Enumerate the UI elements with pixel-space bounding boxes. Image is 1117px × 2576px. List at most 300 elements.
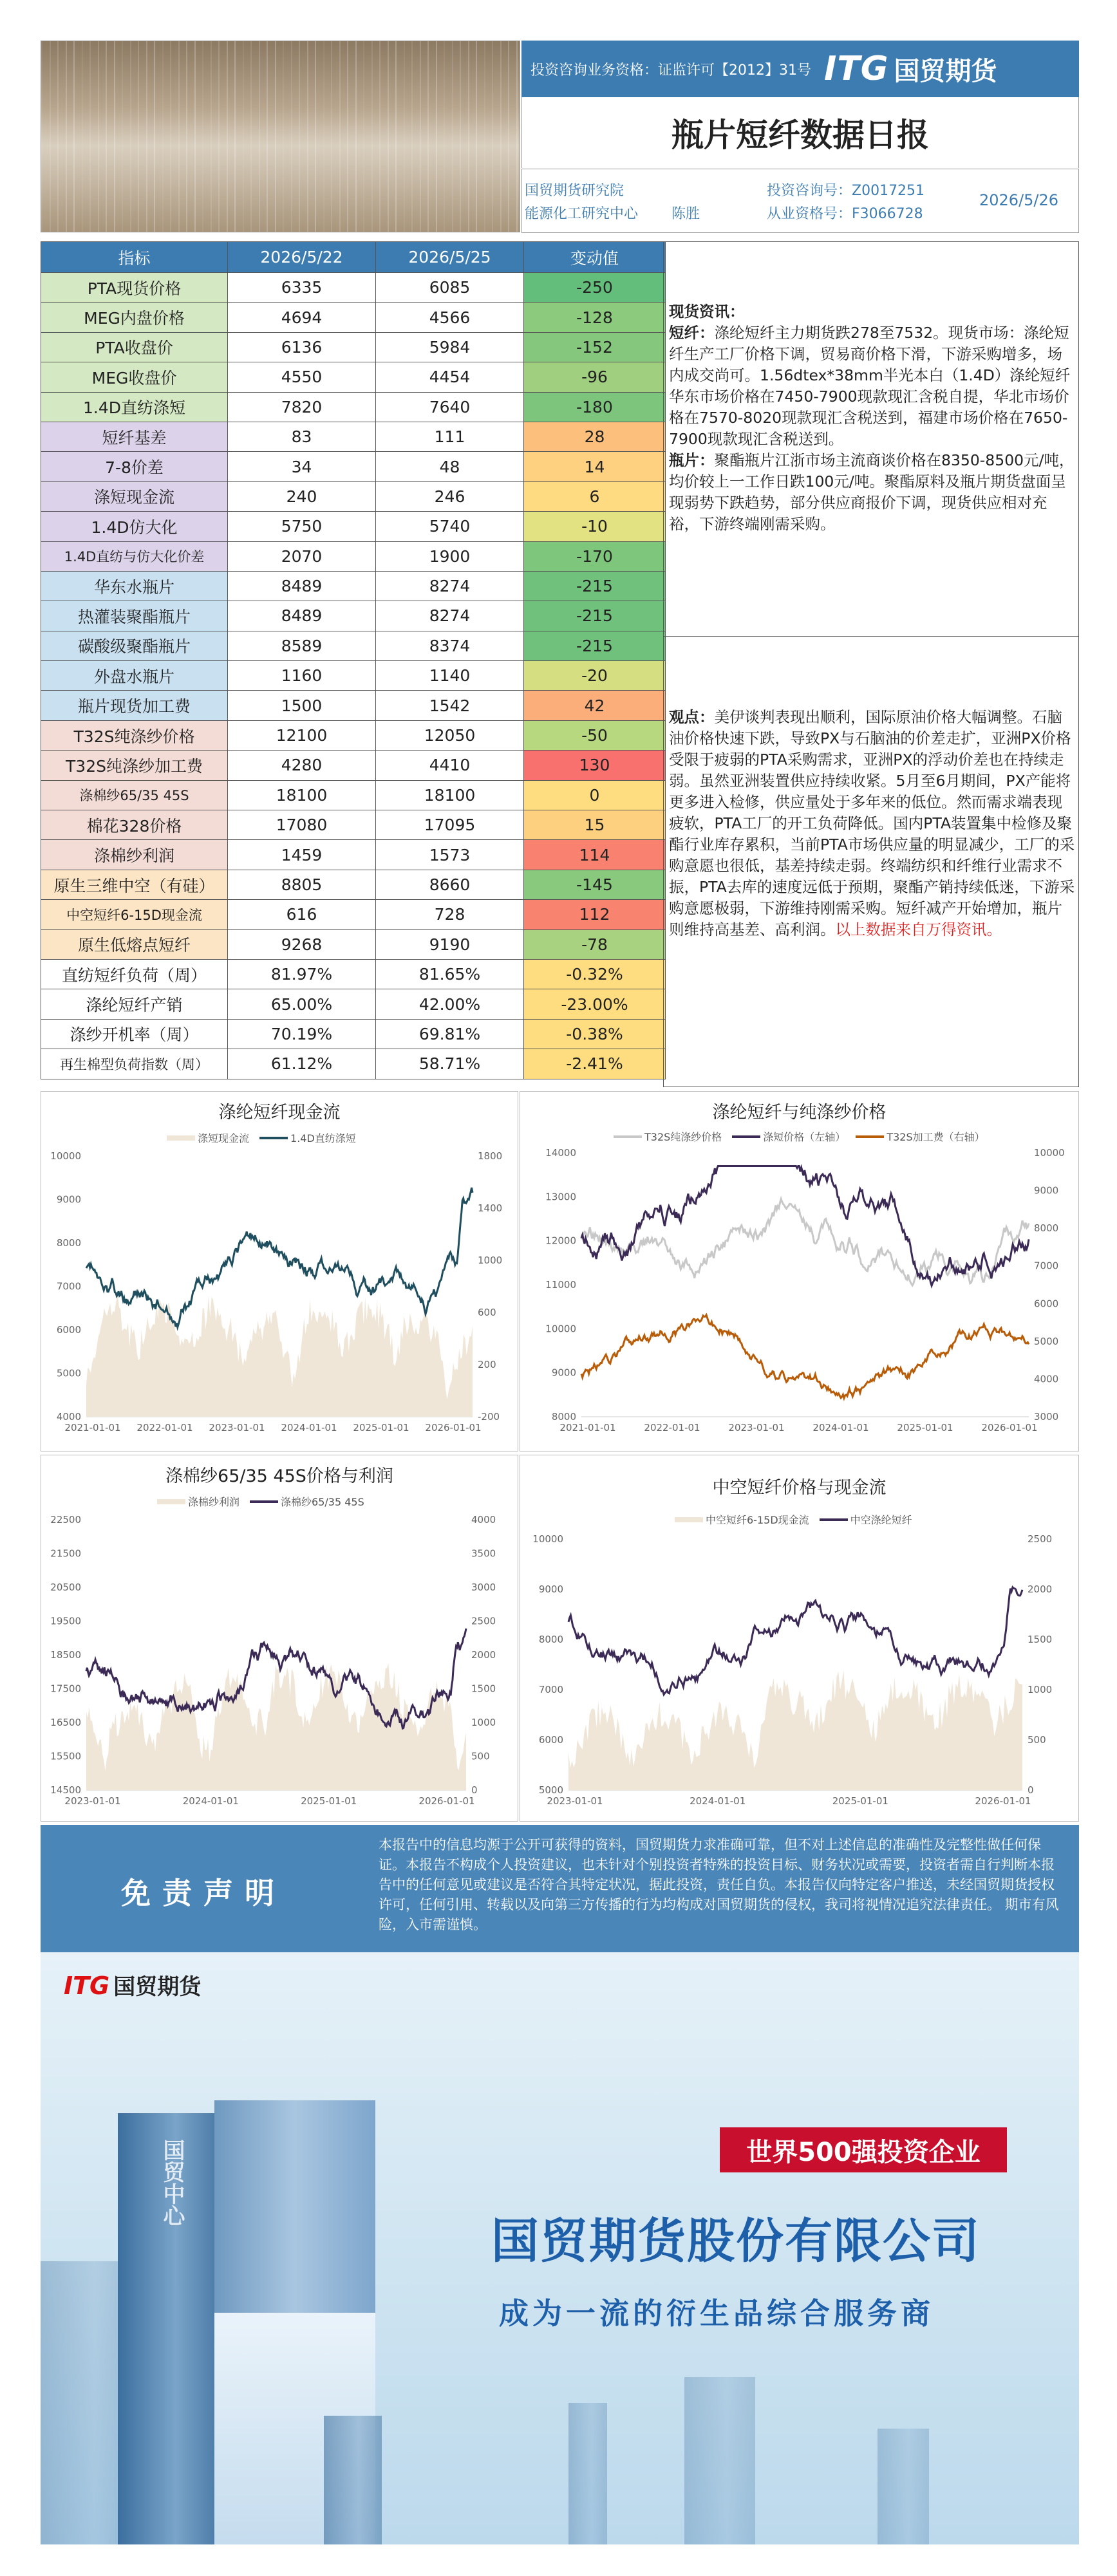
left-tick-label: 19500 [50, 1615, 81, 1627]
chart-svg [41, 1455, 519, 1822]
row-change: 14 [524, 452, 666, 481]
row-value-date2: 9190 [376, 929, 524, 959]
loom-thread [476, 41, 477, 232]
col-header-date2: 2026/5/25 [376, 242, 524, 273]
loom-thread [89, 41, 91, 232]
chart-svg [41, 1092, 519, 1452]
row-value-date1: 1459 [228, 840, 376, 870]
x-tick-label: 2023-01-01 [547, 1795, 603, 1807]
report-title: 瓶片短纤数据日报 [521, 97, 1079, 168]
row-label: 瓶片现货加工费 [41, 691, 228, 720]
legend-label: T32S加工费（右轴） [887, 1131, 985, 1143]
right-tick-label: 1500 [1028, 1634, 1053, 1645]
row-value-date2: 246 [376, 481, 524, 511]
spot-sf-text: 涤纶短纤主力期货跌278至7532。现货市场：涤纶短纤生产工厂价格下调，贸易商价格下滑，下游采购增多，场内成交尚可。1.56dtex*38mm半光本白（1.4D）涤纶短纤华东市场价格在7450-7900现款现汇含税自提，华北市场价格在7570-8020现款现汇含税送到，福建市场价格在7650-7900现款现汇含税送到。 [669, 324, 1071, 448]
right-tick-label: 10000 [1034, 1147, 1065, 1159]
left-tick-label: 6000 [538, 1734, 563, 1746]
building-shape [41, 2261, 131, 2544]
area-series [568, 1670, 1022, 1790]
row-value-date2: 1140 [376, 661, 524, 691]
row-label: PTA现货价格 [41, 273, 228, 303]
left-tick-label: 10000 [545, 1323, 576, 1335]
left-tick-label: 11000 [545, 1279, 576, 1291]
itg-logo: ITG [823, 50, 889, 88]
table-row [41, 362, 666, 392]
legend-label: 中空涤纶短纤 [850, 1514, 912, 1526]
row-value-date2: 7640 [376, 392, 524, 422]
loom-thread [460, 41, 461, 232]
row-label: MEG收盘价 [41, 362, 228, 392]
row-label: PTA收盘价 [41, 332, 228, 362]
table-row [41, 810, 666, 840]
right-tick-label: 7000 [1034, 1260, 1059, 1272]
loom-thread [355, 41, 357, 232]
loom-thread [122, 41, 123, 232]
loom-thread [299, 41, 300, 232]
row-value-date1: 34 [228, 452, 376, 481]
left-tick-label: 13000 [545, 1191, 576, 1203]
right-tick-label: 600 [478, 1307, 496, 1318]
left-tick-label: 6000 [56, 1324, 81, 1336]
row-value-date2: 18100 [376, 780, 524, 810]
row-value-date1: 4280 [228, 751, 376, 780]
ad-logo-cn: 国贸期货 [113, 1974, 202, 2000]
x-tick-label: 2022-01-01 [644, 1422, 700, 1433]
row-value-date2: 58.71% [376, 1049, 524, 1079]
report-date: 2026/5/26 [979, 191, 1059, 209]
row-value-date1: 8805 [228, 870, 376, 899]
row-change: -215 [524, 571, 666, 601]
x-tick-label: 2024-01-01 [281, 1422, 337, 1433]
market-view [669, 707, 1076, 940]
row-value-date2: 12050 [376, 720, 524, 750]
x-tick-label: 2025-01-01 [301, 1795, 357, 1807]
loom-thread [427, 41, 429, 232]
row-label: 1.4D直纺与仿大化价差 [41, 541, 228, 571]
row-label: 1.4D仿大化 [41, 512, 228, 541]
row-value-date2: 5740 [376, 512, 524, 541]
row-label: 1.4D直纺涤短 [41, 392, 228, 422]
loom-thread [130, 41, 131, 232]
building-shape [878, 2429, 929, 2544]
loom-thread [57, 41, 59, 232]
row-value-date1: 65.00% [228, 989, 376, 1019]
loom-thread [211, 41, 212, 232]
left-tick-label: 21500 [50, 1547, 81, 1560]
view-label: 观点： [669, 708, 715, 726]
table-header-row [41, 242, 666, 273]
chart-title: 涤棉纱65/35 45S价格与利润 [165, 1466, 393, 1486]
disclaimer-text: 本报告中的信息均源于公开可获得的资料，国贸期货力求准确可靠，但不对上述信息的准确性及完整性做任何保证。本报告不构成个人投资建议，也未针对个别投资者特殊的投资目标、财务状况或需要，投资者需自行判断本报告中的任何意见或建议是否符合其特定状况，据此投资，责任自负。本报告仅向特定客户推送，未经国贸期货授权许可，任何引用、转载以及向第三方传播的行为均构成对国贸期货的侵权，我司将视情况追究法律责任。 期市有风险，入市需谨慎。 [379, 1837, 1059, 1932]
x-tick-label: 2025-01-01 [353, 1422, 409, 1433]
right-tick-label: 4000 [1034, 1373, 1059, 1385]
data-table [41, 241, 666, 1079]
row-value-date2: 8374 [376, 631, 524, 660]
disclaimer-title: 免责声明 [121, 1876, 286, 1910]
loom-thread [243, 41, 244, 232]
x-tick-label: 2025-01-01 [832, 1795, 888, 1807]
right-tick-label: 3000 [1034, 1411, 1059, 1423]
loom-thread [395, 41, 397, 232]
left-tick-label: 8000 [56, 1237, 81, 1249]
row-change: -10 [524, 512, 666, 541]
row-change: -50 [524, 720, 666, 750]
loom-thread [404, 41, 405, 232]
loom-thread [138, 41, 139, 232]
company-ad [41, 1952, 1079, 2544]
loom-thread [452, 41, 453, 232]
spot-bp-text: 聚酯瓶片江浙市场主流商谈价格在8350-8500元/吨，均价较上一工作日跌100元/吨。聚酯原料及瓶片期货盘面呈现弱势下跌趋势，部分供应商报价下调，现货供应相对充裕，下游终端刚需采购。 [669, 451, 1075, 533]
x-tick-label: 2026-01-01 [418, 1795, 475, 1807]
table-row [41, 481, 666, 511]
loom-thread [468, 41, 469, 232]
x-tick-label: 2021-01-01 [559, 1422, 616, 1433]
left-tick-label: 7000 [56, 1280, 81, 1293]
left-tick-label: 7000 [538, 1684, 563, 1695]
line-series [86, 1188, 473, 1327]
row-value-date1: 6335 [228, 273, 376, 303]
loom-thread [41, 41, 42, 232]
table-row [41, 422, 666, 451]
ad-company-name: 国贸期货股份有限公司 [491, 2214, 981, 2269]
row-value-date1: 6136 [228, 332, 376, 362]
right-tick-label: 200 [478, 1359, 496, 1370]
right-tick-label: 1000 [471, 1717, 496, 1728]
table-row [41, 661, 666, 691]
table-row [41, 332, 666, 362]
table-row [41, 900, 666, 929]
row-label: 涤纱开机率（周） [41, 1019, 228, 1049]
source-note: 以上数据来自万得资讯。 [835, 920, 1002, 938]
legend-label: T32S纯涤纱价格 [644, 1131, 722, 1143]
right-tick-label: 6000 [1034, 1298, 1059, 1310]
row-change: 28 [524, 422, 666, 451]
row-value-date2: 728 [376, 900, 524, 929]
loom-thread [73, 41, 75, 232]
row-value-date2: 8660 [376, 870, 524, 899]
header-info [521, 169, 1079, 233]
row-value-date1: 8489 [228, 571, 376, 601]
spot-sf-label: 短纤： [669, 324, 715, 342]
row-value-date1: 17080 [228, 810, 376, 840]
loom-thread [218, 41, 220, 232]
ad-logo [64, 1969, 201, 2001]
row-change: -215 [524, 631, 666, 660]
right-tick-label: 0 [1028, 1784, 1034, 1796]
col-header-change: 变动值 [524, 242, 666, 273]
row-value-date1: 2070 [228, 541, 376, 571]
row-label: MEG内盘价格 [41, 303, 228, 332]
x-tick-label: 2023-01-01 [209, 1422, 265, 1433]
row-change: -96 [524, 362, 666, 392]
loom-thread [234, 41, 236, 232]
loom-thread [508, 41, 509, 232]
row-label: 涤棉纱65/35 45S [41, 780, 228, 810]
chart-svg [520, 1092, 1080, 1452]
row-value-date2: 8274 [376, 601, 524, 631]
col-header-indicator: 指标 [41, 242, 228, 273]
chart-title: 中空短纤价格与现金流 [712, 1478, 887, 1498]
row-change: 42 [524, 691, 666, 720]
row-change: -78 [524, 929, 666, 959]
row-label: 涤棉纱利润 [41, 840, 228, 870]
building-shape [324, 2416, 382, 2544]
row-change: -215 [524, 601, 666, 631]
loom-thread [291, 41, 292, 232]
table-row [41, 840, 666, 870]
row-value-date2: 8274 [376, 571, 524, 601]
row-value-date1: 1160 [228, 661, 376, 691]
left-tick-label: 5000 [56, 1367, 81, 1379]
chart-title: 涤纶短纤现金流 [218, 1103, 341, 1123]
row-change: -0.38% [524, 1019, 666, 1049]
loom-thread [186, 41, 187, 232]
row-label: T32S纯涤纱加工费 [41, 751, 228, 780]
row-value-date1: 4694 [228, 303, 376, 332]
chart-yarn-profit [41, 1455, 518, 1822]
license-text: 投资咨询业务资格：证监许可【2012】31号 [530, 62, 811, 79]
row-value-date2: 1900 [376, 541, 524, 571]
spot-title: 现货资讯： [669, 303, 745, 321]
view-text: 美伊谈判表现出顺利，国际原油价格大幅调整。石脑油价格快速下跌，导致PX与石脑油的价差走扩，亚洲PX价格受限于疲弱的PTA采购需求，亚洲PX的浮动价差也在持续走弱。虽然亚洲装置供应持续收紧。5月至6月期间，PX产能将更多进入检修，供应量处于多年来的低位。然而需求端表现疲软，PTA工厂的开工负荷降低。国内PTA装置集中检修及聚酯行业库存累积，当前PTA市场供应量的明显减少，工厂的采购意愿也很低，基差持续走弱。终端纺织和纤维行业需求不振，PTA去库的速度远低于预期，聚酯产销持续低迷，下游采购意愿极弱，下游维持刚需采购。短纤减产开始增加，瓶片则维持高基差、高利润。 [669, 708, 1075, 938]
right-tick-label: 1000 [1028, 1684, 1053, 1695]
loom-thread [379, 41, 380, 232]
row-label: 涤短现金流 [41, 481, 228, 511]
row-label: T32S纯涤纱价格 [41, 720, 228, 750]
row-value-date2: 42.00% [376, 989, 524, 1019]
x-tick-label: 2022-01-01 [136, 1422, 193, 1433]
chart-fiber-yarn-price [520, 1091, 1079, 1451]
row-label: 热灌装聚酯瓶片 [41, 601, 228, 631]
table-row [41, 273, 666, 303]
right-tick-label: 500 [1028, 1734, 1046, 1746]
loom-thread [202, 41, 203, 232]
left-tick-label: 20500 [50, 1582, 81, 1593]
row-value-date1: 9268 [228, 929, 376, 959]
right-tick-label: 1000 [478, 1255, 503, 1266]
row-label: 华东水瓶片 [41, 571, 228, 601]
left-tick-label: 17500 [50, 1683, 81, 1695]
line-series [581, 1315, 1029, 1398]
left-tick-label: 14500 [50, 1784, 81, 1796]
right-tick-label: 0 [471, 1784, 478, 1796]
right-tick-label: 8000 [1034, 1222, 1059, 1235]
row-change: -152 [524, 332, 666, 362]
loom-thread [66, 41, 67, 232]
x-tick-label: 2024-01-01 [812, 1422, 869, 1433]
x-tick-label: 2026-01-01 [975, 1795, 1031, 1807]
building-shape [568, 2403, 607, 2544]
loom-thread [307, 41, 308, 232]
row-change: -170 [524, 541, 666, 571]
row-value-date1: 81.97% [228, 959, 376, 989]
row-value-date1: 4550 [228, 362, 376, 392]
left-tick-label: 9000 [538, 1583, 563, 1595]
left-tick-label: 14000 [545, 1147, 576, 1159]
table-row [41, 929, 666, 959]
disclaimer-banner [41, 1825, 1079, 1952]
row-value-date2: 17095 [376, 810, 524, 840]
left-tick-label: 12000 [545, 1235, 576, 1247]
loom-thread [267, 41, 268, 232]
row-label: 外盘水瓶片 [41, 661, 228, 691]
table-row [41, 989, 666, 1019]
row-value-date2: 111 [376, 422, 524, 451]
left-tick-label: 9000 [56, 1193, 81, 1206]
table-row [41, 1019, 666, 1049]
building-shape [684, 2377, 755, 2544]
left-tick-label: 9000 [551, 1367, 576, 1379]
row-change: -180 [524, 392, 666, 422]
x-tick-label: 2025-01-01 [897, 1422, 953, 1433]
loom-thread [444, 41, 445, 232]
row-value-date1: 12100 [228, 720, 376, 750]
right-tick-label: 2000 [471, 1649, 496, 1661]
row-value-date2: 1573 [376, 840, 524, 870]
legend-label: 中空短纤6-15D现金流 [706, 1514, 809, 1526]
row-value-date1: 1500 [228, 691, 376, 720]
spot-bp-label: 瓶片： [669, 451, 715, 469]
right-tick-label: 3500 [471, 1547, 496, 1560]
row-value-date1: 8489 [228, 601, 376, 631]
loom-thread [250, 41, 252, 232]
right-tick-label: 500 [471, 1750, 490, 1762]
row-change: -2.41% [524, 1049, 666, 1079]
left-tick-label: 5000 [538, 1784, 563, 1796]
left-tick-label: 10000 [50, 1150, 81, 1162]
row-label: 直纺短纤负荷（周） [41, 959, 228, 989]
table-row [41, 870, 666, 899]
loom-thread [283, 41, 284, 232]
row-change: 15 [524, 810, 666, 840]
col-header-date1: 2026/5/22 [228, 242, 376, 273]
row-value-date1: 240 [228, 481, 376, 511]
row-label: 再生棉型负荷指数（周） [41, 1049, 228, 1079]
research-center: 能源化工研究中心 [525, 206, 639, 222]
table-row [41, 392, 666, 422]
row-value-date2: 4410 [376, 751, 524, 780]
loom-thread [484, 41, 485, 232]
table-row [41, 780, 666, 810]
loom-thread [411, 41, 413, 232]
institute: 国贸期货研究院 [525, 183, 624, 199]
loom-thread [275, 41, 276, 232]
row-label: 棉花328价格 [41, 810, 228, 840]
row-value-date1: 83 [228, 422, 376, 451]
x-tick-label: 2023-01-01 [728, 1422, 785, 1433]
row-change: -20 [524, 661, 666, 691]
row-value-date2: 4454 [376, 362, 524, 392]
table-row [41, 720, 666, 750]
area-series [86, 1294, 473, 1417]
table-row [41, 1049, 666, 1079]
row-label: 中空短纤6-15D现金流 [41, 900, 228, 929]
loom-thread [516, 41, 518, 232]
row-value-date2: 5984 [376, 332, 524, 362]
row-value-date1: 70.19% [228, 1019, 376, 1049]
loom-thread [170, 41, 171, 232]
row-value-date2: 4566 [376, 303, 524, 332]
row-value-date1: 18100 [228, 780, 376, 810]
line-series [568, 1587, 1022, 1695]
right-tick-label: 1500 [471, 1683, 496, 1695]
loom-thread [98, 41, 99, 232]
row-change: -23.00% [524, 989, 666, 1019]
loom-thread [347, 41, 348, 232]
chart-title: 涤纶短纤与纯涤纱价格 [712, 1103, 887, 1123]
left-tick-label: 16500 [50, 1717, 81, 1728]
right-tick-label: 9000 [1034, 1184, 1059, 1197]
brand-name: 国贸期货 [894, 56, 997, 86]
loom-thread [315, 41, 316, 232]
left-tick-label: 8000 [538, 1634, 563, 1645]
loom-thread [227, 41, 228, 232]
legend-label: 1.4D直纺涤短 [290, 1132, 356, 1144]
row-value-date1: 61.12% [228, 1049, 376, 1079]
ad-logo-itg: ITG [64, 1972, 110, 2000]
table-row [41, 751, 666, 780]
legend-label: 涤棉纱利润 [188, 1496, 240, 1508]
spot-news [669, 301, 1076, 535]
building-tower-left [118, 2113, 214, 2544]
right-tick-label: 1400 [478, 1202, 503, 1214]
right-tick-label: 4000 [471, 1514, 496, 1526]
row-change: 112 [524, 900, 666, 929]
chart-hollow-fiber [520, 1455, 1079, 1822]
row-label: 碳酸级聚酯瓶片 [41, 631, 228, 660]
x-tick-label: 2024-01-01 [182, 1795, 239, 1807]
loom-thread [162, 41, 164, 232]
table-row [41, 571, 666, 601]
left-tick-label: 10000 [532, 1533, 563, 1545]
row-label: 涤纶短纤产销 [41, 989, 228, 1019]
loom-thread [82, 41, 83, 232]
analyst-name: 陈胜 [671, 206, 700, 222]
building-sign: 国贸中心 [159, 2139, 185, 2226]
row-label: 7-8价差 [41, 452, 228, 481]
header-brand-bar [521, 41, 1079, 97]
table-row [41, 541, 666, 571]
table-row [41, 631, 666, 660]
ad-slogan: 成为一流的衍生品综合服务商 [499, 2296, 934, 2331]
table-row [41, 303, 666, 332]
loom-thread [114, 41, 115, 232]
row-value-date1: 7820 [228, 392, 376, 422]
row-value-date2: 81.65% [376, 959, 524, 989]
table-row [41, 691, 666, 720]
row-value-date1: 8589 [228, 631, 376, 660]
x-tick-label: 2026-01-01 [425, 1422, 482, 1433]
left-tick-label: 8000 [551, 1411, 576, 1423]
row-value-date2: 69.81% [376, 1019, 524, 1049]
right-tick-label: 5000 [1034, 1335, 1059, 1347]
row-value-date1: 616 [228, 900, 376, 929]
loom-thread [154, 41, 155, 232]
x-tick-label: 2023-01-01 [64, 1795, 121, 1807]
right-tick-label: 3000 [471, 1582, 496, 1593]
left-tick-label: 22500 [50, 1514, 81, 1526]
row-change: 114 [524, 840, 666, 870]
legend-label: 涤短价格（左轴） [763, 1131, 846, 1143]
row-label: 原生低熔点短纤 [41, 929, 228, 959]
loom-thread [331, 41, 332, 232]
left-tick-label: 4000 [56, 1411, 81, 1423]
right-tick-label: 2500 [1028, 1533, 1053, 1545]
loom-thread [339, 41, 341, 232]
row-change: -128 [524, 303, 666, 332]
loom-thread [146, 41, 147, 232]
right-tick-label: -200 [478, 1411, 500, 1423]
